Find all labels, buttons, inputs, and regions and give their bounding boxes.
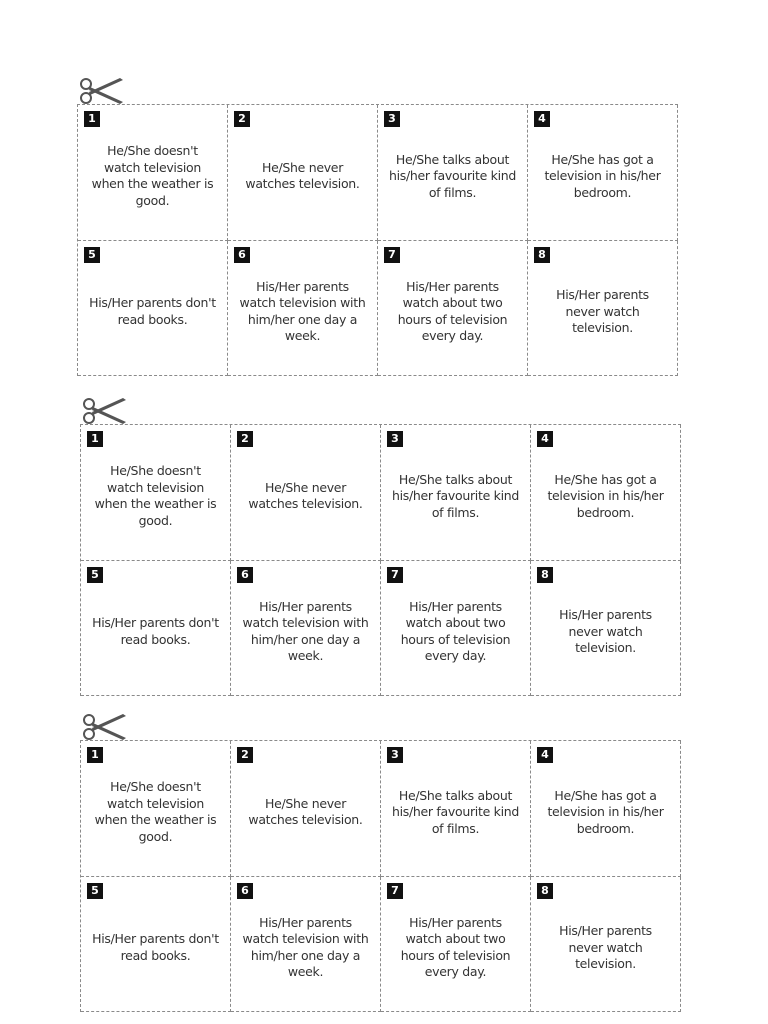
card-number-badge: 2 <box>234 111 250 127</box>
card-2 <box>231 741 381 877</box>
card-number-badge: 1 <box>84 111 100 127</box>
card-number-badge: 8 <box>534 247 550 263</box>
card-text: He/She has got a television in his/her bedroom. <box>547 787 664 836</box>
card-text: His/Her parents don't read books. <box>89 295 216 327</box>
card-sheet-2 <box>80 424 681 696</box>
card-number-badge: 5 <box>87 567 103 583</box>
card-number-badge: 8 <box>537 883 553 899</box>
card-6 <box>231 561 381 697</box>
card-number-badge: 7 <box>387 883 403 899</box>
card-text: His/Her parents watch television with him/her one day a week. <box>242 598 369 664</box>
card-4 <box>531 741 681 877</box>
card-text: He/She talks about his/her favourite kind of films. <box>391 787 520 836</box>
card-number-badge: 4 <box>537 747 553 763</box>
card-number-badge: 5 <box>84 247 100 263</box>
card-number-badge: 7 <box>387 567 403 583</box>
card-5 <box>78 241 228 377</box>
card-grid <box>80 740 681 1012</box>
scissors-icon <box>82 712 128 742</box>
card-7 <box>381 561 531 697</box>
card-number-badge: 4 <box>534 111 550 127</box>
card-grid <box>80 424 681 696</box>
card-7 <box>378 241 528 377</box>
card-2 <box>228 105 378 241</box>
card-number-badge: 1 <box>87 431 103 447</box>
card-3 <box>381 425 531 561</box>
card-3 <box>381 741 531 877</box>
card-5 <box>81 877 231 1013</box>
card-1 <box>81 741 231 877</box>
card-text: His/Her parents don't read books. <box>92 615 219 647</box>
card-text: He/She doesn't watch television when the weather is good. <box>91 143 214 208</box>
scissors-icon <box>82 396 128 426</box>
card-number-badge: 6 <box>237 883 253 899</box>
card-text: He/She never watches television. <box>248 795 363 828</box>
card-text: He/She doesn't watch television when the weather is good. <box>94 463 217 528</box>
card-text: His/Her parents never watch television. <box>559 607 652 655</box>
card-8 <box>531 561 681 697</box>
card-number-badge: 6 <box>237 567 253 583</box>
card-text: He/She has got a television in his/her bedroom. <box>547 471 664 520</box>
card-text: His/Her parents never watch television. <box>556 287 649 335</box>
card-number-badge: 3 <box>384 111 400 127</box>
card-text: His/Her parents watch television with him/her one day a week. <box>239 278 366 344</box>
card-number-badge: 7 <box>384 247 400 263</box>
card-6 <box>228 241 378 377</box>
card-text: He/She never watches television. <box>245 159 360 192</box>
card-sheet-3 <box>80 740 681 1012</box>
card-text: He/She has got a television in his/her bedroom. <box>544 151 661 200</box>
card-7 <box>381 877 531 1013</box>
card-number-badge: 3 <box>387 747 403 763</box>
card-number-badge: 2 <box>237 747 253 763</box>
card-text: He/She talks about his/her favourite kind of films. <box>388 151 517 200</box>
card-number-badge: 6 <box>234 247 250 263</box>
card-6 <box>231 877 381 1013</box>
card-2 <box>231 425 381 561</box>
card-text: He/She never watches television. <box>248 479 363 512</box>
card-1 <box>78 105 228 241</box>
card-text: His/Her parents watch about two hours of television every day. <box>400 914 511 980</box>
card-grid <box>77 104 678 376</box>
card-text: His/Her parents never watch television. <box>559 923 652 971</box>
card-5 <box>81 561 231 697</box>
card-3 <box>378 105 528 241</box>
card-number-badge: 3 <box>387 431 403 447</box>
card-4 <box>531 425 681 561</box>
card-8 <box>528 241 678 377</box>
card-text: His/Her parents watch about two hours of television every day. <box>397 278 508 344</box>
card-number-badge: 5 <box>87 883 103 899</box>
card-text: He/She doesn't watch television when the weather is good. <box>94 779 217 844</box>
card-text: He/She talks about his/her favourite kind of films. <box>391 471 520 520</box>
card-1 <box>81 425 231 561</box>
scissors-icon <box>79 76 125 106</box>
card-number-badge: 4 <box>537 431 553 447</box>
card-number-badge: 8 <box>537 567 553 583</box>
card-text: His/Her parents don't read books. <box>92 931 219 963</box>
card-4 <box>528 105 678 241</box>
card-text: His/Her parents watch about two hours of television every day. <box>400 598 511 664</box>
card-text: His/Her parents watch television with him/her one day a week. <box>242 914 369 980</box>
card-number-badge: 1 <box>87 747 103 763</box>
card-8 <box>531 877 681 1013</box>
card-sheet-1 <box>77 104 678 376</box>
card-number-badge: 2 <box>237 431 253 447</box>
